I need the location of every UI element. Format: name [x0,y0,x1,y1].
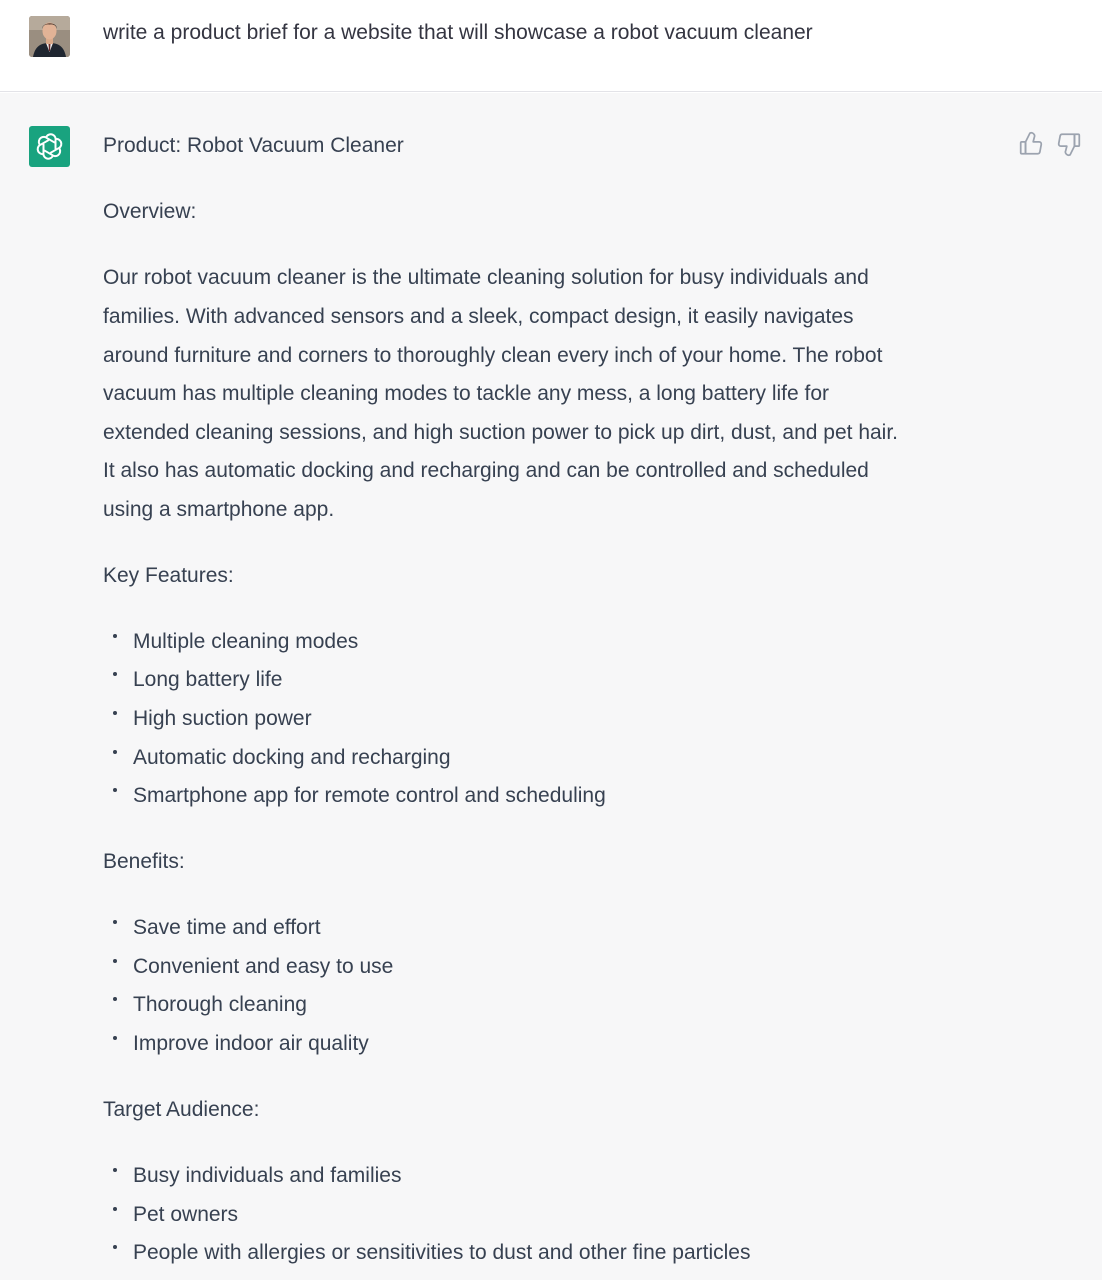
list-item-text: Save time and effort [133,916,321,939]
thumbs-down-icon [1056,131,1082,157]
list-item-text: Multiple cleaning modes [133,630,359,653]
overview-paragraph-line: It also has automatic docking and recharging and can be controlled and scheduled [103,459,869,482]
overview-paragraph-line: around furniture and corners to thoroughly clean every inch of your home. The robot [103,344,883,367]
list-item-text: High suction power [133,707,312,730]
user-avatar-image [29,16,70,57]
overview-paragraph-line: Our robot vacuum cleaner is the ultimate cleaning solution for busy individuals and [103,266,869,289]
overview-paragraph-line: vacuum has multiple cleaning modes to tackle any mess, a long battery life for [103,382,830,405]
thumbs-down-button[interactable] [1056,131,1082,157]
overview-paragraph-line: extended cleaning sessions, and high suction power to pick up dirt, dust, and pet hair. [103,421,899,444]
thumbs-up-icon [1018,131,1044,157]
list-item-text: Pet owners [133,1203,239,1226]
key-features-heading: Key Features: [103,564,234,587]
assistant-message-row [0,93,1102,1280]
openai-logo-icon [29,126,70,167]
thumbs-up-button[interactable] [1018,131,1044,157]
list-item-text: Convenient and easy to use [133,955,394,978]
feedback-actions [1018,131,1084,157]
target-audience-heading: Target Audience: [103,1098,260,1121]
list-item-text: Smartphone app for remote control and scheduling [133,784,606,807]
overview-paragraph-line: families. With advanced sensors and a sleek, compact design, it easily navigates [103,305,854,328]
list-item-text: Busy individuals and families [133,1164,402,1187]
user-message-text: write a product brief for a website that will showcase a robot vacuum cleaner [103,21,813,44]
list-item-text: Automatic docking and recharging [133,746,451,769]
overview-heading: Overview: [103,200,197,223]
list-item-text: People with allergies or sensitivities to dust and other fine particles [133,1241,751,1264]
user-message-row [0,0,1102,92]
list-item-text: Improve indoor air quality [133,1032,369,1055]
user-avatar [29,16,70,57]
response-title: Product: Robot Vacuum Cleaner [103,134,404,157]
benefits-heading: Benefits: [103,850,185,873]
list-item-text: Thorough cleaning [133,993,307,1016]
overview-paragraph-line: using a smartphone app. [103,498,335,521]
list-item-text: Long battery life [133,668,283,691]
